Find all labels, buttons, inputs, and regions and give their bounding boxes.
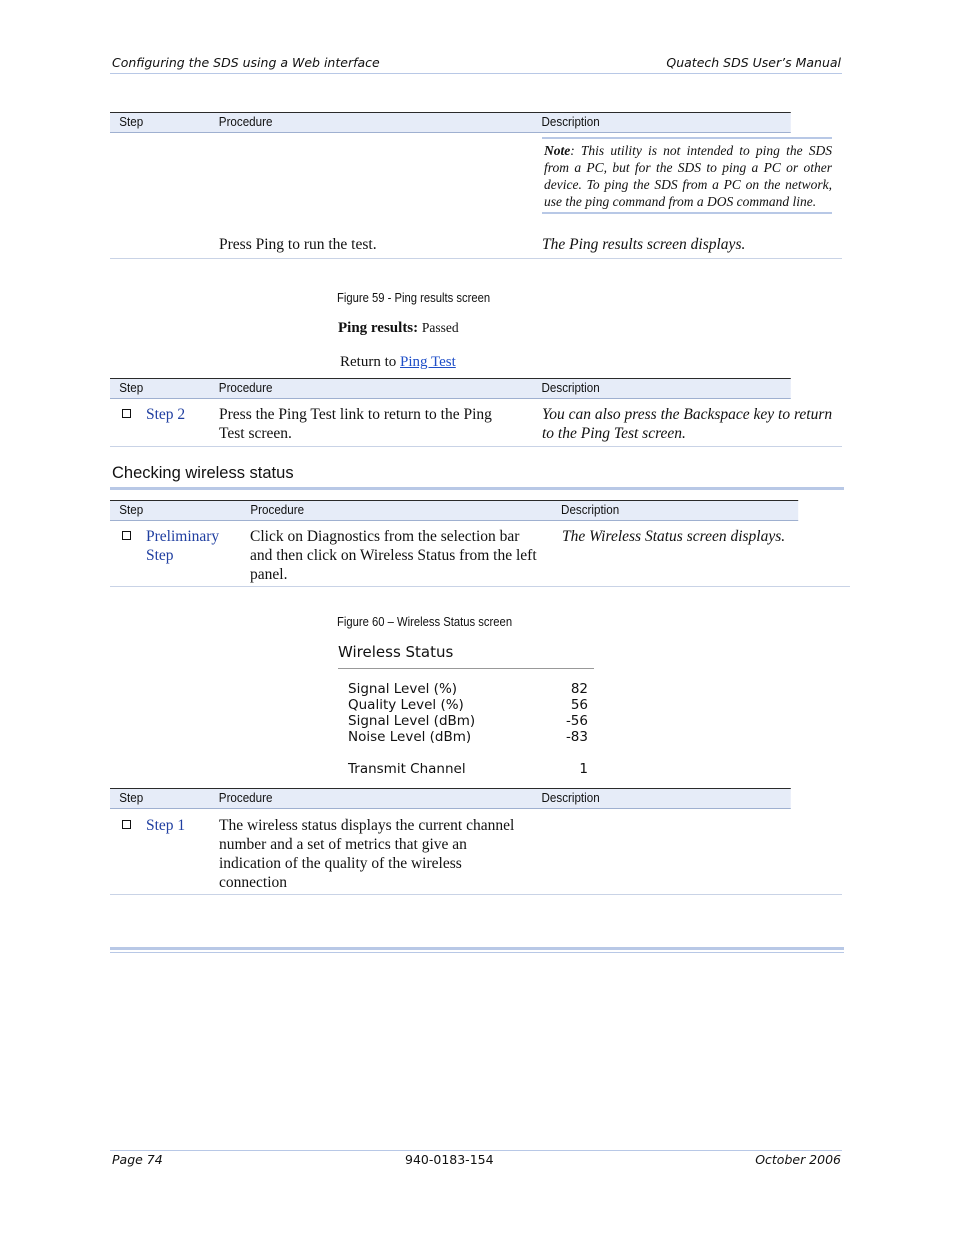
note-text: : This utility is not intended to ping the SDS from a PC, but for the SDS to ping a PC or other device. To ping the SDS from a PC on the network, use the ping command from a DOS command line.: [544, 143, 832, 209]
wireless-status-title: Wireless Status: [338, 643, 454, 661]
table-header: [110, 500, 798, 521]
wireless-status-rule: [338, 668, 594, 669]
wireless-row-transmit-channel: Transmit Channel 1: [348, 761, 588, 777]
table-row: [110, 521, 850, 587]
footer-rule: [110, 1150, 842, 1151]
column-description: Description: [541, 791, 600, 805]
section-heading: Checking wireless status: [112, 464, 294, 482]
table-row: [110, 133, 842, 259]
description-cell: The Wireless Status screen displays.: [562, 528, 786, 545]
section-rule: [110, 487, 844, 490]
wireless-row-signal-dbm: Signal Level (dBm) -56: [348, 713, 588, 729]
procedure-table-ping-run: [110, 112, 842, 259]
table-row: [110, 399, 842, 447]
ping-test-link[interactable]: Ping Test: [400, 354, 456, 370]
wireless-row-noise-dbm: Noise Level (dBm) -83: [348, 729, 588, 745]
column-description: Description: [541, 381, 600, 395]
header-rule: [110, 73, 842, 74]
figure-60-caption: Figure 60 – Wireless Status screen: [337, 615, 513, 629]
procedure-cell: The wireless status displays the current channel number and a set of metrics that give an indication of the quality of the wireless connection: [219, 817, 515, 891]
column-procedure: Procedure: [218, 791, 273, 805]
section-end-rule: [110, 947, 844, 950]
step-label: Step 1: [146, 817, 186, 834]
running-header-left: Configuring the SDS using a Web interface: [112, 55, 380, 70]
ping-results-value: Passed: [421, 320, 459, 335]
page-number: Page 74: [112, 1152, 163, 1167]
column-description: Description: [541, 115, 600, 129]
procedure-cell: Click on Diagnostics from the selection bar and then click on Wireless Status from the left panel.: [250, 528, 537, 583]
ping-results-line: [338, 320, 459, 337]
return-text: Return to: [340, 354, 397, 370]
wireless-row-signal-pct: Signal Level (%) 82: [348, 681, 588, 697]
procedure-cell: Press the Ping Test link to return to the Ping Test screen.: [219, 406, 492, 442]
publication-date: October 2006: [755, 1152, 841, 1167]
column-description: Description: [561, 503, 620, 517]
table-header: [110, 788, 791, 809]
table-header: [110, 378, 791, 399]
step-label: Preliminary Step: [146, 528, 220, 564]
note-label: Note: [544, 143, 571, 158]
running-header-right: Quatech SDS User’s Manual: [666, 55, 841, 70]
wireless-row-quality-pct: Quality Level (%) 56: [348, 697, 588, 713]
ping-results-label: Ping results:: [338, 320, 419, 336]
description-cell: You can also press the Backspace key to return to the Ping Test screen.: [542, 406, 833, 442]
column-step: Step: [119, 381, 144, 395]
procedure-cell: Press Ping to run the test.: [219, 236, 377, 253]
table-header: [110, 112, 791, 133]
checkbox-bullet-icon: [122, 531, 131, 540]
return-line: [340, 354, 456, 371]
description-cell: The Ping results screen displays.: [542, 236, 746, 253]
column-step: Step: [119, 791, 144, 805]
column-procedure: Procedure: [218, 115, 273, 129]
document-number: 940-0183-154: [405, 1152, 494, 1167]
figure-59-caption: Figure 59 - Ping results screen: [337, 291, 491, 305]
column-step: Step: [119, 115, 144, 129]
procedure-table-wireless-open: [110, 500, 850, 587]
step-label: Step 2: [146, 406, 186, 423]
table-row: [110, 809, 842, 895]
procedure-table-wireless-info: [110, 788, 842, 895]
checkbox-bullet-icon: [122, 820, 131, 829]
procedure-table-return: [110, 378, 842, 447]
section-end-rule-thin: [110, 952, 844, 953]
note-box: [542, 137, 832, 214]
checkbox-bullet-icon: [122, 409, 131, 418]
column-step: Step: [119, 503, 144, 517]
column-procedure: Procedure: [250, 503, 305, 517]
column-procedure: Procedure: [218, 381, 273, 395]
